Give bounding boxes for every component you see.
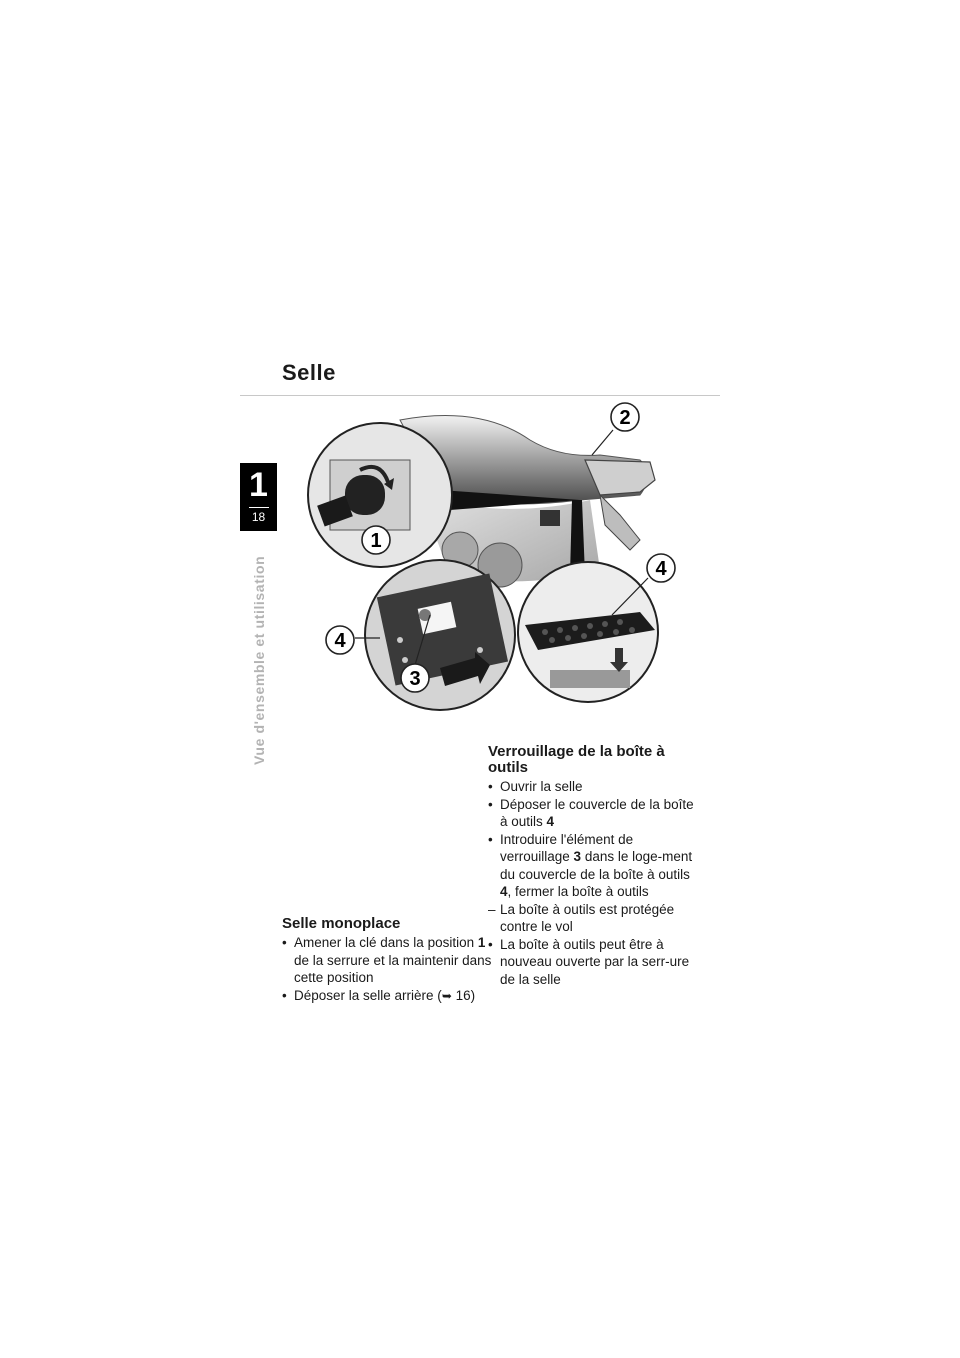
chapter-tab bbox=[240, 463, 277, 531]
callout-3 bbox=[401, 664, 429, 692]
page-title: Selle bbox=[282, 360, 336, 385]
page-reference-arrow-icon: ➥ bbox=[441, 988, 452, 1003]
side-section-label: Vue d'ensemble et utilisation bbox=[251, 555, 267, 765]
latch-detail-circle bbox=[365, 560, 515, 710]
list-item: – La boîte à outils est protégée contre le vol bbox=[488, 901, 675, 934]
step-list bbox=[488, 778, 698, 988]
callout-4-left bbox=[326, 626, 354, 654]
chapter-tab-rule bbox=[249, 507, 269, 508]
list-item: • Amener la clé dans la position 1 de la serrure et la maintenir dans cette position bbox=[282, 935, 492, 985]
list-item: • Introduire l'élément de verrouillage 3 dans le loge-ment du couvercle de la boîte à outils 4, fermer la boîte à outils bbox=[488, 831, 693, 899]
step-list bbox=[282, 934, 492, 1005]
list-item: • Déposer la selle arrière (➥ 16) bbox=[282, 987, 476, 1003]
svg-text:4: 4 bbox=[655, 558, 667, 580]
list-item: • Ouvrir la selle bbox=[488, 779, 583, 794]
section-heading: Selle monoplace bbox=[282, 915, 401, 932]
svg-text:2: 2 bbox=[619, 407, 631, 429]
section-selle-monoplace bbox=[282, 916, 492, 1005]
svg-text:1: 1 bbox=[370, 530, 382, 552]
svg-text:4: 4 bbox=[334, 630, 346, 652]
section-verrouillage bbox=[488, 744, 698, 988]
seat-illustration bbox=[300, 400, 680, 730]
callout-2 bbox=[611, 403, 639, 431]
callout-4-right bbox=[647, 554, 675, 582]
list-item: • Déposer le couvercle de la boîte à outils 4 bbox=[488, 796, 694, 829]
svg-text:3: 3 bbox=[409, 668, 421, 690]
toolbox-detail-circle bbox=[518, 562, 658, 702]
page-number: 18 bbox=[251, 510, 266, 524]
callout-1 bbox=[362, 526, 390, 554]
chapter-number: 1 bbox=[249, 466, 268, 504]
title-divider bbox=[240, 395, 720, 396]
section-heading: Verrouillage de la boîte à outils bbox=[488, 743, 665, 776]
list-item: • La boîte à outils peut être à nouveau ouverte par la serr-ure de la selle bbox=[488, 936, 690, 987]
